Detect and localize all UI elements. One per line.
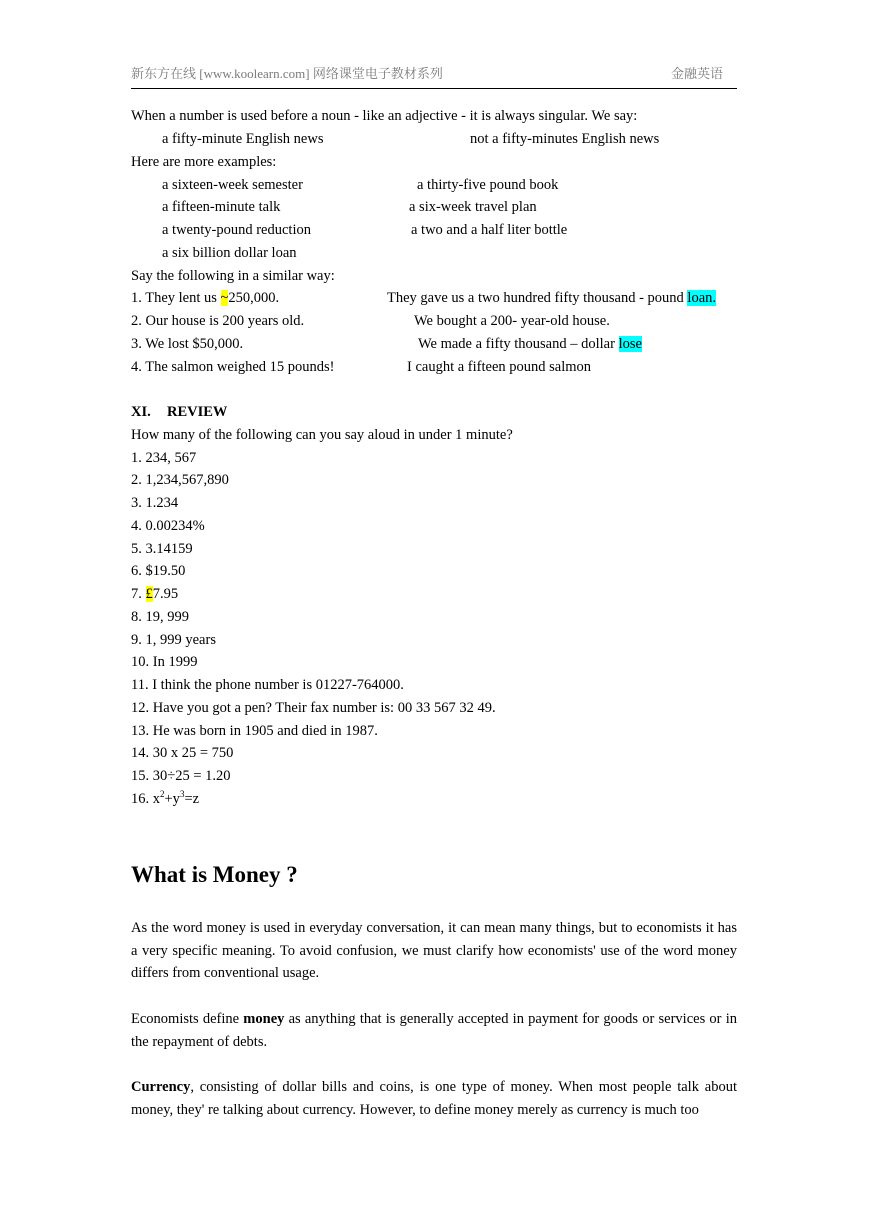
section-heading: REVIEW (167, 404, 228, 420)
example-correct: a fifty-minute English news (162, 131, 324, 147)
review-item: 4. 0.00234% (131, 518, 205, 534)
paragraph: Currency, consisting of dollar bills and coins, is one type of money. When most people talk about money, they' re talking about currency. However, to define money merely as currency is much too (131, 1079, 737, 1118)
paragraph: Economists define money as anything that is generally accepted in payment for goods or services or in the repayment of debts. (131, 1011, 737, 1050)
review-item: 12. Have you got a pen? Their fax number is: 00 33 567 32 49. (131, 700, 496, 716)
exercise-item: 3. We lost $50,000. (131, 336, 244, 352)
exercise-answer: We made a fifty thousand – dollar lose (418, 336, 642, 352)
section-number: XI. (131, 404, 151, 420)
similar-way-label: Say the following in a similar way: (131, 268, 335, 284)
more-examples-label: Here are more examples: (131, 154, 277, 170)
review-item: 6. $19.50 (131, 563, 186, 579)
review-item: 9. 1, 999 years (131, 632, 216, 648)
term-bold: money (243, 1011, 285, 1027)
exercise-item: 1. They lent us ~250,000. (131, 290, 280, 306)
review-question: How many of the following can you say aloud in under 1 minute? (131, 427, 513, 443)
review-item: 1. 234, 567 (131, 450, 197, 466)
review-item: 10. In 1999 (131, 654, 198, 670)
example-item: a thirty-five pound book (417, 177, 559, 193)
example-item: a two and a half liter bottle (411, 222, 568, 238)
review-item: 8. 19, 999 (131, 609, 189, 625)
review-item: 2. 1,234,567,890 (131, 472, 229, 488)
highlight-word: loan. (687, 290, 717, 306)
review-item: 3. 1.234 (131, 495, 179, 511)
exercise-answer: I caught a fifteen pound salmon (407, 359, 592, 375)
review-item: 13. He was born in 1905 and died in 1987. (131, 723, 378, 739)
example-item: a twenty-pound reduction (162, 222, 311, 238)
review-item: 11. I think the phone number is 01227-764000. (131, 677, 404, 693)
review-item: 15. 30÷25 = 1.20 (131, 768, 231, 784)
exercise-answer: They gave us a two hundred fifty thousand - pound loan. (387, 290, 717, 306)
review-item: 5. 3.14159 (131, 541, 193, 557)
paragraph: As the word money is used in everyday conversation, it can mean many things, but to economists it has a very specific meaning. To avoid confusion, we must clarify how economists' use of the word money differs from conventional usage. (131, 920, 737, 982)
review-item: 14. 30 x 25 = 750 (131, 745, 234, 761)
term-bold: Currency (131, 1079, 191, 1095)
intro-line: When a number is used before a noun - like an adjective - it is always singular. We say: (131, 108, 638, 124)
highlight-mark: £ (145, 586, 153, 602)
example-item: a sixteen-week semester (162, 177, 303, 193)
header-subject: 金融英语 (670, 66, 723, 81)
exercise-item: 2. Our house is 200 years old. (131, 313, 305, 329)
page-header (131, 61, 737, 89)
example-incorrect: not a fifty-minutes English news (470, 131, 660, 147)
example-item: a six billion dollar loan (162, 245, 297, 261)
article-title: What is Money ? (131, 862, 298, 887)
header-source: 新东方在线 [www.koolearn.com] 网络课堂电子教材系列 (131, 66, 443, 81)
highlight-mark: ~ (220, 290, 229, 306)
example-item: a six-week travel plan (409, 199, 537, 215)
example-item: a fifteen-minute talk (162, 199, 281, 215)
review-item: 16. $x^2+y^3=z$ (131, 789, 200, 807)
review-item: 7. £7.95 (131, 586, 179, 602)
exercise-item: 4. The salmon weighed 15 pounds! (131, 359, 335, 375)
highlight-word: lose (618, 336, 642, 352)
exercise-answer: We bought a 200- year-old house. (414, 313, 610, 329)
